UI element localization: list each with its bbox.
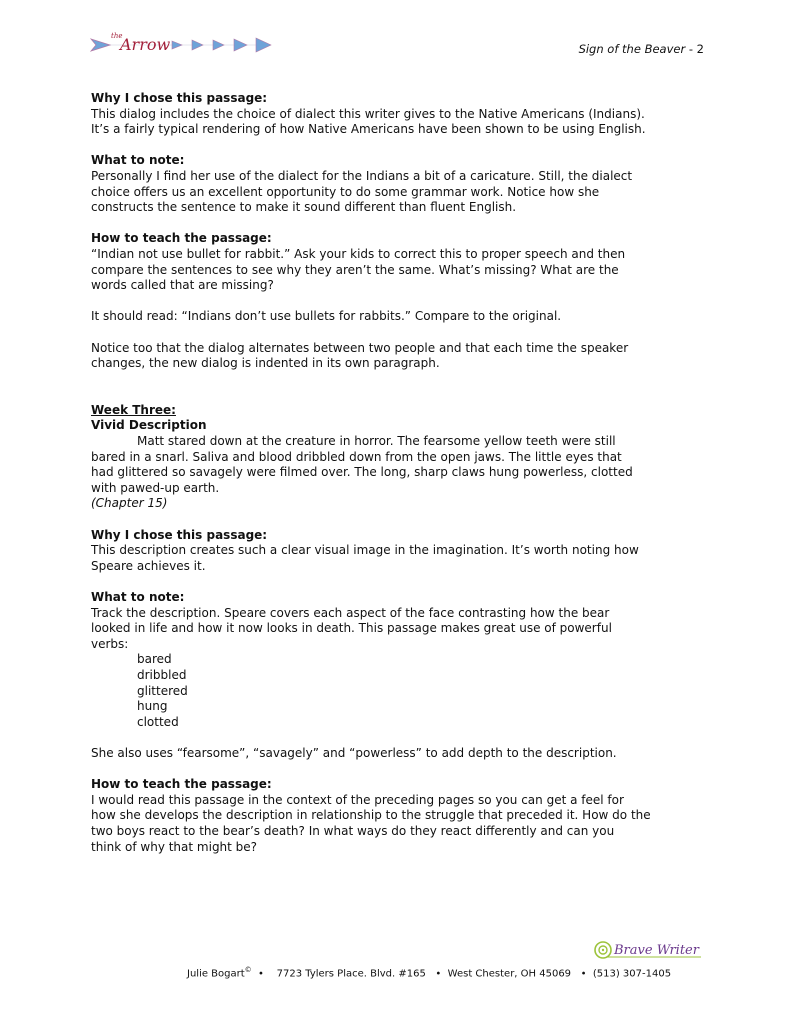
body-line: constructs the sentence to make it sound different than fluent English. [91, 200, 517, 215]
passage-line: Matt stared down at the creature in horror. The fearsome yellow teeth were still [137, 434, 616, 449]
passage-line: bared in a snarl. Saliva and blood dribbled down from the open jaws. The little eyes that [91, 449, 622, 464]
week-label: Week Three: [91, 402, 176, 417]
body-line: This description creates such a clear visual image in the imagination. It’s worth noting how [91, 543, 639, 558]
body-line: verbs: [91, 636, 129, 651]
body-line: think of why that might be? [91, 839, 258, 854]
body-line: Notice too that the dialog alternates between two people and that each time the speaker [91, 340, 629, 355]
verb-item: clotted [137, 714, 179, 729]
passage-line: with pawed-up earth. [91, 480, 220, 495]
body-line: This dialog includes the choice of dialect this writer gives to the Native Americans (Indians). [91, 106, 645, 121]
book-title: Sign of the Beaver [578, 42, 686, 56]
spiral-icon [595, 942, 611, 958]
brand-text: Brave Writer [614, 943, 699, 958]
verb-item: dribbled [137, 667, 187, 682]
body-line: words called that are missing? [91, 278, 274, 293]
body-line: Track the description. Speare covers each aspect of the face contrasting how the bear [91, 605, 610, 620]
body-line: choice offers us an excellent opportunity to do some grammar work. Notice how she [91, 184, 600, 199]
bullet-separator: • [435, 968, 442, 980]
section-heading: How to teach the passage: [91, 777, 272, 792]
body-line: She also uses “fearsome”, “savagely” and “powerless” to add depth to the description. [91, 745, 617, 760]
verb-item: hung [137, 699, 168, 714]
author-name: Julie Bogart [187, 968, 245, 980]
bullet-separator: • [258, 968, 264, 980]
chapter-citation: (Chapter 15) [91, 496, 168, 511]
running-header [579, 42, 704, 56]
verb-item: glittered [137, 683, 188, 698]
section-heading: How to teach the passage: [91, 231, 272, 246]
body-line: Personally I find her use of the dialect for the Indians a bit of a caricature. Still, the dialect [91, 168, 633, 183]
bullet-separator: • [580, 968, 587, 980]
section-heading: Why I chose this passage: [91, 91, 268, 105]
week-title: Vivid Description [91, 418, 207, 433]
logo-the-text: the [111, 32, 123, 40]
section-heading: What to note: [91, 590, 185, 604]
page-number: 2 [696, 42, 704, 56]
body-line: two boys react to the bear’s death? In what ways do they react differently and can you [91, 823, 615, 838]
page-body [91, 91, 711, 855]
arrow-logo [90, 28, 280, 56]
body-line: how she develops the description in relationship to the struggle that preceded it. How do the [91, 808, 651, 823]
page-footer [187, 966, 671, 979]
body-line: It’s a fairly typical rendering of how Native Americans have been shown to be using English. [91, 122, 646, 137]
body-line: “Indian not use bullet for rabbit.” Ask your kids to correct this to proper speech and then [91, 246, 626, 261]
body-line: looked in life and how it now looks in death. This passage makes great use of powerful [91, 621, 612, 636]
copyright-mark: © [244, 966, 252, 974]
body-line: I would read this passage in the context of the preceding pages so you can get a feel for [91, 792, 624, 807]
phone-number: (513) 307-1405 [592, 968, 672, 980]
arrow-triangles-icon [90, 28, 280, 56]
body-line: changes, the new dialog is indented in its own paragraph. [91, 356, 440, 371]
street-address: 7723 Tylers Place. Blvd. #165 [276, 968, 426, 980]
verb-item: bared [137, 652, 172, 667]
logo-arrow-text: Arrow [120, 35, 171, 54]
body-line: It should read: “Indians don’t use bullets for rabbits.” Compare to the original. [91, 309, 562, 324]
section-heading: What to note: [91, 153, 185, 168]
body-line: Speare achieves it. [91, 558, 206, 573]
body-line: compare the sentences to see why they aren’t the same. What’s missing? What are the [91, 262, 619, 277]
brave-writer-logo [593, 935, 708, 963]
header-separator: - [688, 42, 694, 56]
section-heading: Why I chose this passage: [91, 527, 268, 542]
city-address: West Chester, OH 45069 [447, 968, 572, 980]
passage-line: had glittered so savagely were filmed over. The long, sharp claws hung powerless, clotted [91, 465, 633, 480]
